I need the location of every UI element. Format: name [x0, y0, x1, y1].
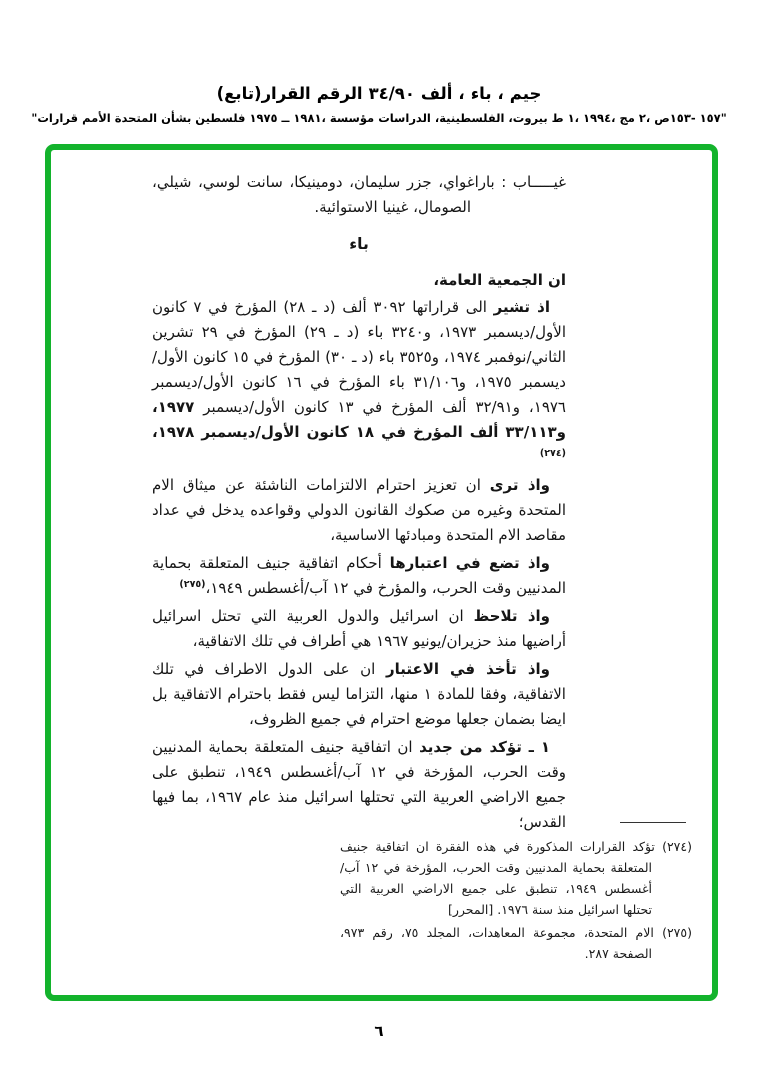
footnotes-block	[340, 836, 692, 966]
absence-colon: :	[501, 173, 507, 191]
footnote-label: (٢٧٤)	[662, 839, 692, 854]
absence-label: غيـــــاب	[512, 173, 566, 191]
paragraph-text: ان اسرائيل والدول العربية التي تحتل اسرائيل أراضيها منذ حزيران/يونيو ١٩٦٧ هي أطراف في تلك الاتفاقية،	[152, 607, 566, 650]
preamble-considering	[152, 473, 566, 548]
citation-token: ١٥٣-	[669, 111, 696, 125]
paragraph-bold-tail: ١٩٧٧، و٣٣/١١٣ ألف المؤرخ في ١٨ كانون الأول/ديسمبر ١٩٧٨،	[152, 398, 566, 441]
title-token: جيم	[509, 84, 542, 103]
citation-token: المتحدة	[114, 111, 158, 125]
title-token: الرقم	[316, 84, 363, 103]
citation-token: ٢،	[638, 111, 651, 125]
citation-token: بشأن	[161, 111, 192, 125]
operative-paragraph-1	[152, 735, 566, 835]
paragraph-text: ان تعزيز احترام الالتزامات الناشئة عن ميثاق الام المتحدة وغيره من صكوك القانون الدولي وقواعده يدخل في عداد مقاصد الام المتحدة ومبادئها الاساسية،	[152, 476, 566, 544]
citation-token: "	[720, 111, 727, 125]
title-token: ،	[458, 84, 465, 103]
page-number: ٦	[374, 1022, 384, 1040]
section-letter: باء	[349, 235, 369, 253]
footnote-text: تؤكد القرارات المذكورة في هذه الفقرة ان اتفاقية جنيف المتعلقة بحماية المدنيين وقت الحرب، المؤرخة في ١٢ آب/أغسطس ١٩٤٩، تنطبق على جميع الاراضي العربية التي تحتلها اسرائيل منذ سنة ١٩٧٦. [المحرر]	[340, 839, 655, 917]
title-token: ألف	[420, 84, 453, 103]
resolution-title	[0, 84, 758, 103]
absence-countries: باراغواي، جزر سليمان، دومينيكا، سانت لوسي، شيلي، الصومال، غينيا الاستوائية.	[152, 173, 495, 216]
paragraph-lead: اذ تشير	[493, 298, 551, 316]
footnote-label: (٢٧٥)	[662, 925, 692, 940]
citation-token: بيروت،	[508, 111, 548, 125]
citation-token: الفلسطينية،	[434, 111, 505, 125]
citation-token: ١٥٧	[699, 111, 721, 125]
paragraph-lead: ١ ـ تؤكد من جديد	[419, 738, 550, 756]
paragraph-lead: واذ تأخذ في الاعتبار	[385, 660, 551, 678]
title-token: باء	[470, 84, 492, 103]
paragraph-text: الى قراراتها ٣٠٩٢ ألف (د ـ ٢٨) المؤرخ في ٧ كانون الأول/ديسمبر ١٩٧٣، و٣٢٤٠ باء (د ـ ٢٩) المؤرخ في ٢٩ تشرين الثاني/نوفمبر ١٩٧٤، و٣٥٢٥ باء (د ـ ٣٠) المؤرخ في ١٥ كانون الأول/ديسمبر ١٩٧٥، و٣١/١٠٦ باء المؤرخ في ١٦ كانون الأول/ديسمبر ١٩٧٦، و٣٢/٩١ ألف المؤرخ في ١٣ كانون الأول/ديسمبر	[152, 298, 567, 416]
annotation-highlight-box	[45, 144, 718, 1001]
preamble-taking-into-account	[152, 657, 566, 732]
citation-token: الدراسات	[378, 111, 431, 125]
citation-token: ط	[551, 111, 564, 125]
footnote-separator-rule	[620, 822, 686, 823]
preamble-noting	[152, 604, 566, 654]
citation-token: مج	[619, 111, 635, 125]
footnote-274	[340, 836, 692, 920]
citation-token: ــ	[281, 111, 290, 125]
title-token: ،	[497, 84, 504, 103]
footnote-ref-274: (٢٧٤)	[539, 448, 566, 459]
source-citation	[0, 111, 758, 125]
footnote-text: الام المتحدة، مجموعة المعاهدات، المجلد ٧٥، رقم ٩٧٣، الصفحة ٢٨٧.	[340, 925, 654, 961]
paragraph-text: ان على الدول الاطراف في تلك الاتفاقية، وفقا للمادة ١ منها، التزاما ليس فقط باحترام الاتفاقية بل ايضا بضمان جعلها موضع احترام في جميع الظروف،	[152, 660, 566, 728]
citation-token: الأمم	[82, 111, 111, 125]
citation-token: ١٩٩٤،	[583, 111, 616, 125]
title-token: (تابع)	[216, 84, 262, 103]
title-token: القرار	[261, 84, 311, 103]
citation-token: قرارات	[37, 111, 79, 125]
footnote-275	[340, 922, 692, 964]
paragraph-lead: واذ تلاحظ	[473, 607, 551, 625]
citation-token: ١٩٨١،	[293, 111, 326, 125]
citation-token: فلسطين	[195, 111, 246, 125]
preamble-recalls	[152, 295, 566, 470]
title-token: ٣٤/٩٠	[368, 84, 415, 103]
citation-token: "	[31, 111, 38, 125]
scanned-text-column	[152, 170, 566, 838]
citation-token: مؤسسة	[329, 111, 375, 125]
paragraph-lead: واذ تضع في اعتبارها	[389, 554, 550, 572]
assembly-line: ان الجمعية العامة،	[433, 271, 566, 289]
paragraph-lead: واذ ترى	[489, 476, 550, 494]
footnote-ref-275: (٢٧٥)	[179, 579, 206, 590]
citation-token: ١٩٧٥	[249, 111, 278, 125]
citation-token: ص	[654, 111, 670, 125]
paragraph-text: ان اتفاقية جنيف المتعلقة بحماية المدنيين وقت الحرب، المؤرخة في ١٢ آب/أغسطس ١٩٤٩، تنطبق على جميع الاراضي العربية التي تحتلها اسرائيل منذ عام ١٩٦٧، بما فيها القدس؛	[152, 738, 567, 831]
absence-list	[152, 170, 566, 220]
citation-token: ١،	[567, 111, 580, 125]
preamble-bearing-in-mind	[152, 551, 566, 601]
paragraph-text: أحكام اتفاقية جنيف المتعلقة بحماية المدنيين وقت الحرب، والمؤرخ في ١٢ آب/أغسطس ١٩٤٩،	[152, 554, 566, 597]
